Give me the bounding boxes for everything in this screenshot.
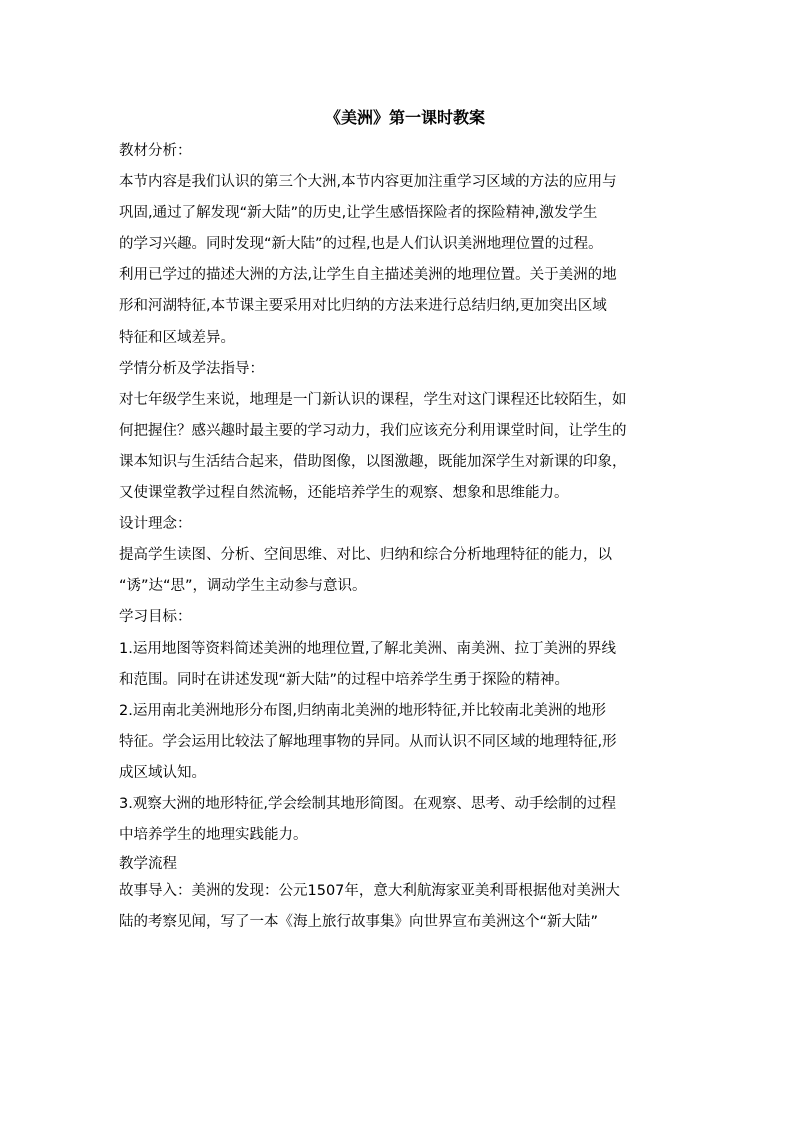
paragraph-line: 课本知识与生活结合起来，借助图像，以图激趣，既能加深学生对新课的印象， [119, 453, 627, 470]
paragraph-line: 何把握住？感兴趣时最主要的学习动力，我们应该充分利用课堂时间，让学生的 [119, 422, 627, 439]
objective-line: 中培养学生的地理实践能力。 [119, 827, 308, 844]
objective-line: 2.运用南北美洲地形分布图,归纳南北美洲的地形特征,并比较南北美洲的地形 [119, 702, 607, 719]
paragraph-line: 形和河湖特征,本节课主要采用对比归纳的方法来进行总结归纳,更加突出区域 [119, 298, 607, 315]
story-intro-line: 陆的考察见闻，写了一本《海上旅行故事集》向世界宣布美洲这个“新大陆” [119, 914, 599, 931]
section-heading-textbook-analysis: 教材分析： [119, 143, 192, 159]
story-intro-line: 故事导入：美洲的发现：公元1507年，意大利航海家亚美利哥根据他对美洲大 [119, 883, 620, 900]
paragraph-line: 巩固,通过了解发现“新大陆”的历史,让学生感悟探险者的探险精神,激发学生 [119, 205, 598, 222]
paragraph-line: “诱”达“思”，调动学生主动参与意识。 [119, 578, 367, 595]
paragraph-line: 利用已学过的描述大洲的方法,让学生自主描述美洲的地理位置。关于美洲的地 [119, 267, 617, 284]
objective-line: 特征。学会运用比较法了解地理事物的异同。从而认识不同区域的地理特征,形 [119, 733, 617, 750]
paragraph-line: 特征和区域差异。 [119, 329, 235, 346]
paragraph-line: 提高学生读图、分析、空间思维、对比、归纳和综合分析地理特征的能力，以 [119, 547, 612, 564]
paragraph-line: 又使课堂教学过程自然流畅，还能培养学生的观察、想象和思维能力。 [119, 485, 569, 502]
document-body [119, 106, 679, 938]
section-heading-design-concept: 设计理念： [119, 516, 192, 533]
objective-line: 成区域认知。 [119, 764, 206, 781]
section-heading-learning-objectives: 学习目标： [119, 609, 192, 626]
section-heading-teaching-process: 教学流程 [119, 856, 177, 873]
paragraph-line: 本节内容是我们认识的第三个大洲,本节内容更加注重学习区域的方法的应用与 [119, 174, 617, 191]
paragraph-line: 对七年级学生来说，地理是一门新认识的课程，学生对这门课程还比较陌生，如 [119, 391, 627, 408]
section-heading-student-analysis: 学情分析及学法指导： [119, 360, 264, 377]
objective-line: 1.运用地图等资料简述美洲的地理位置,了解北美洲、南美洲、拉丁美洲的界线 [119, 640, 616, 657]
paragraph-line: 的学习兴趣。同时发现“新大陆”的过程,也是人们认识美洲地理位置的过程。 [119, 236, 603, 253]
objective-line: 和范围。同时在讲述发现“新大陆”的过程中培养学生勇于探险的精神。 [119, 671, 570, 688]
document-title: 《美洲》第一课时教案 [324, 108, 485, 127]
objective-line: 3.观察大洲的地形特征,学会绘制其地形简图。在观察、思考、动手绘制的过程 [119, 795, 616, 812]
